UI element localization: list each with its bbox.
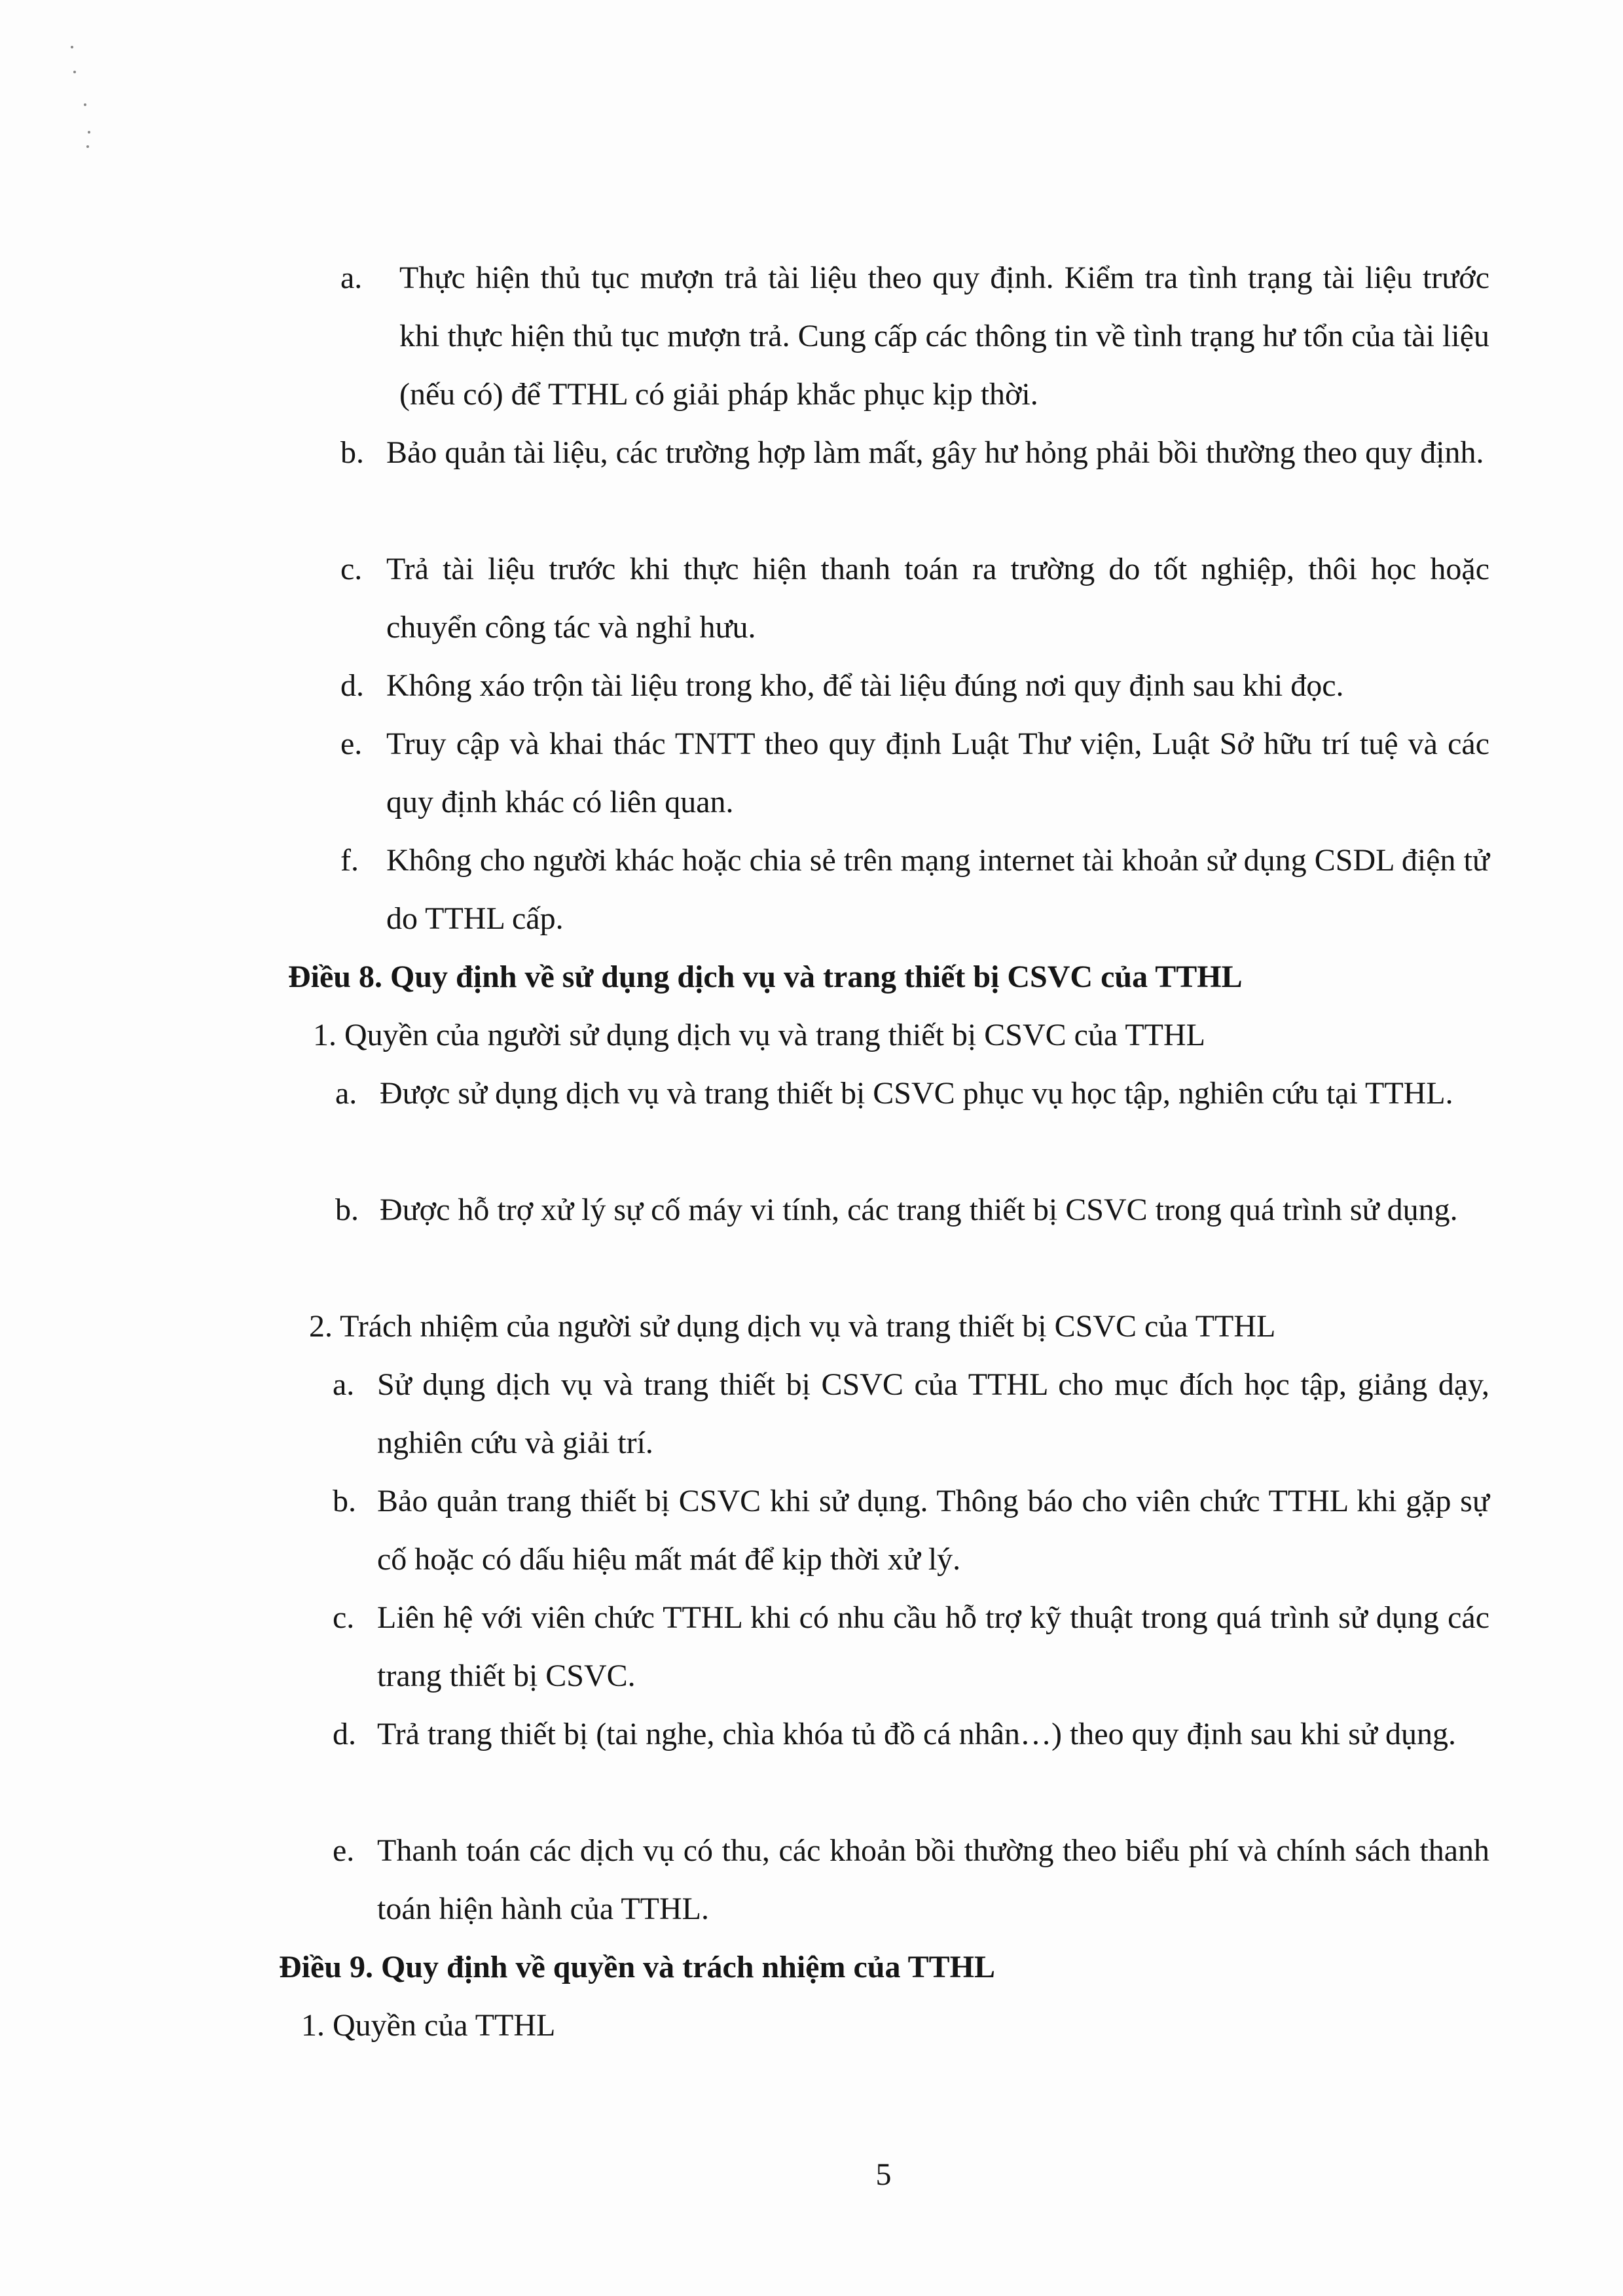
list-marker: d. [333,1717,356,1751]
list-item-text: Liên hệ với viên chức TTHL khi có nhu cầu hỗ trợ kỹ thuật trong quá trình sử dụng các trang thiết bị CSVC. [377,1600,1489,1693]
list-item [340,715,1489,831]
list-item-text: Được sử dụng dịch vụ và trang thiết bị CSVC phục vụ học tập, nghiên cứu tại TTHL. [380,1076,1453,1111]
list-marker: e. [333,1833,355,1868]
list-marker: b. [333,1484,356,1518]
list-item [333,1355,1489,1472]
list-marker: a. [335,1076,357,1111]
list-item [335,1181,1489,1239]
list-item [340,831,1489,948]
list-marker: c. [340,552,363,586]
article-8-part-2-title: 2. Trách nhiệm của người sử dụng dịch vụ và trang thiết bị CSVC của TTHL [309,1309,1276,1344]
list-item-text: Bảo quản trang thiết bị CSVC khi sử dụng. Thông báo cho viên chức TTHL khi gặp sự cố hoặc có dấu hiệu mất mát để kịp thời xử lý. [377,1484,1489,1577]
scan-speck [88,131,90,134]
page-number: 5 [875,2157,892,2192]
list-item-text: Trả tài liệu trước khi thực hiện thanh toán ra trường do tốt nghiệp, thôi học hoặc chuyển công tác và nghỉ hưu. [386,552,1489,645]
scan-speck [86,145,89,148]
list-marker: d. [340,668,364,703]
article-8-heading: Điều 8. Quy định về sử dụng dịch vụ và trang thiết bị CSVC của TTHL [288,960,1243,994]
list-item [333,1472,1489,1588]
list-item [333,1821,1489,1938]
article-8-part-1-title: 1. Quyền của người sử dụng dịch vụ và trang thiết bị CSVC của TTHL [313,1018,1205,1052]
list-marker: a. [340,260,363,295]
list-item-text: Thanh toán các dịch vụ có thu, các khoản bồi thường theo biểu phí và chính sách thanh toán hiện hành của TTHL. [377,1833,1489,1926]
list-item [340,249,1489,423]
list-item [333,1705,1489,1763]
list-item-text: Bảo quản tài liệu, các trường hợp làm mất, gây hư hỏng phải bồi thường theo quy định. [386,435,1484,470]
article-9-heading: Điều 9. Quy định về quyền và trách nhiệm của TTHL [279,1950,995,1984]
list-item-text: Được hỗ trợ xử lý sự cố máy vi tính, các trang thiết bị CSVC trong quá trình sử dụng. [380,1193,1458,1227]
scan-speck [84,103,86,106]
list-marker: c. [333,1600,355,1635]
list-item-text: Thực hiện thủ tục mượn trả tài liệu theo quy định. Kiểm tra tình trạng tài liệu trước khi thực hiện thủ tục mượn trả. Cung cấp các thông tin về tình trạng hư tổn của tài liệu (nếu có) để TTHL có giải pháp khắc phục kịp thời. [399,260,1489,412]
list-item-text: Trả trang thiết bị (tai nghe, chìa khóa tủ đồ cá nhân…) theo quy định sau khi sử dụng. [377,1717,1456,1751]
list-marker: b. [335,1193,359,1227]
list-item [333,1588,1489,1705]
scan-speck [71,46,73,48]
list-marker: a. [333,1367,355,1402]
list-item-text: Không xáo trộn tài liệu trong kho, để tài liệu đúng nơi quy định sau khi đọc. [386,668,1344,703]
article-9-part-1-title: 1. Quyền của TTHL [301,2008,556,2043]
list-marker: f. [340,843,359,878]
list-item [340,423,1489,482]
list-item-text: Truy cập và khai thác TNTT theo quy định Luật Thư viện, Luật Sở hữu trí tuệ và các quy định khác có liên quan. [386,726,1489,819]
list-item [340,656,1489,715]
list-marker: e. [340,726,363,761]
list-item-text: Không cho người khác hoặc chia sẻ trên mạng internet tài khoản sử dụng CSDL điện tử do TTHL cấp. [386,843,1489,936]
list-marker: b. [340,435,364,470]
list-item [340,540,1489,656]
list-item-text: Sử dụng dịch vụ và trang thiết bị CSVC của TTHL cho mục đích học tập, giảng dạy, nghiên cứu và giải trí. [377,1367,1489,1460]
list-item [335,1064,1489,1122]
scan-speck [73,71,76,73]
